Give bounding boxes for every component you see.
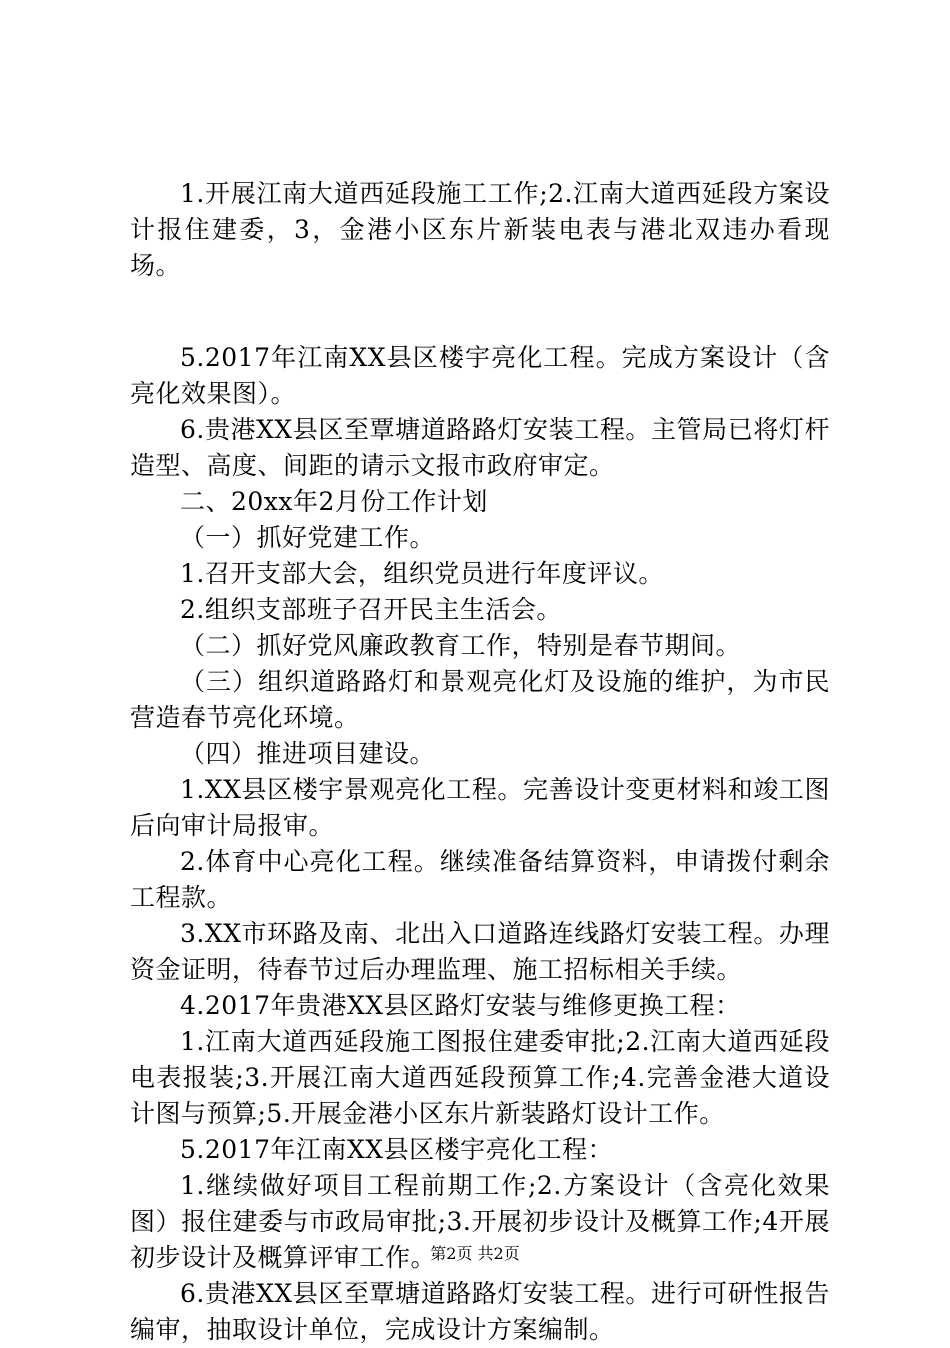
paragraph-top-1: 1.开展江南大道西延段施工工作;2.江南大道西延段方案设计报住建委，3，金港小区东片新装电表与港北双违办看现场。 (130, 179, 830, 280)
subsection-heading-4: （四）推进项目建设。 (180, 739, 436, 768)
subsection-heading-3: （三）组织道路路灯和景观亮化灯及设施的维护，为市民营造春节亮化环境。 (130, 667, 830, 732)
paragraph-14: 1.江南大道西延段施工图报住建委审批;2.江南大道西延段电表报装;3.开展江南大道西延段预算工作;4.完善金港大道设计图与预算;5.开展金港小区东片新装路灯设计工作。 (130, 1027, 830, 1128)
subsection-heading-2: （二）抓好党风廉政教育工作，特别是春节期间。 (180, 631, 742, 660)
subsection-heading-1: （一）抓好党建工作。 (180, 523, 436, 552)
paragraph-12: 3.XX市环路及南、北出入口道路连线路灯安装工程。办理资金证明，待春节过后办理监理、施工招标相关手续。 (130, 919, 830, 984)
paragraph-16: 1.继续做好项目工程前期工作;2.方案设计（含亮化效果图）报住建委与市政局审批;3.开展初步设计及概算工作;4开展初步设计及概算评审工作。 (130, 1171, 830, 1272)
paragraph-gap (130, 284, 830, 340)
paragraph-1: 5.2017年江南XX县区楼宇亮化工程。完成方案设计（含亮化效果图）。 (130, 343, 830, 408)
paragraph-17: 6.贵港XX县区至覃塘道路路灯安装工程。进行可研性报告编审，抽取设计单位，完成设计方案编制。 (130, 1279, 830, 1344)
section-heading: 二、20xx年2月份工作计划 (180, 487, 488, 516)
paragraph-13: 4.2017年贵港XX县区路灯安装与维修更换工程： (180, 991, 741, 1020)
paragraph-11: 2.体育中心亮化工程。继续准备结算资料，申请拨付剩余工程款。 (130, 847, 830, 912)
page-footer: 第2页 共2页 (430, 1244, 520, 1263)
paragraph-15: 5.2017年江南XX县区楼宇亮化工程： (180, 1135, 614, 1164)
document-body (130, 176, 830, 1348)
paragraph-10: 1.XX县区楼宇景观亮化工程。完善设计变更材料和竣工图后向审计局报审。 (130, 775, 830, 840)
paragraph-2: 6.贵港XX县区至覃塘道路路灯安装工程。主管局已将灯杆造型、高度、间距的请示文报市政府审定。 (130, 415, 830, 480)
paragraph-6: 2.组织支部班子召开民主生活会。 (180, 595, 562, 624)
paragraph-5: 1.召开支部大会，组织党员进行年度评议。 (180, 559, 664, 588)
